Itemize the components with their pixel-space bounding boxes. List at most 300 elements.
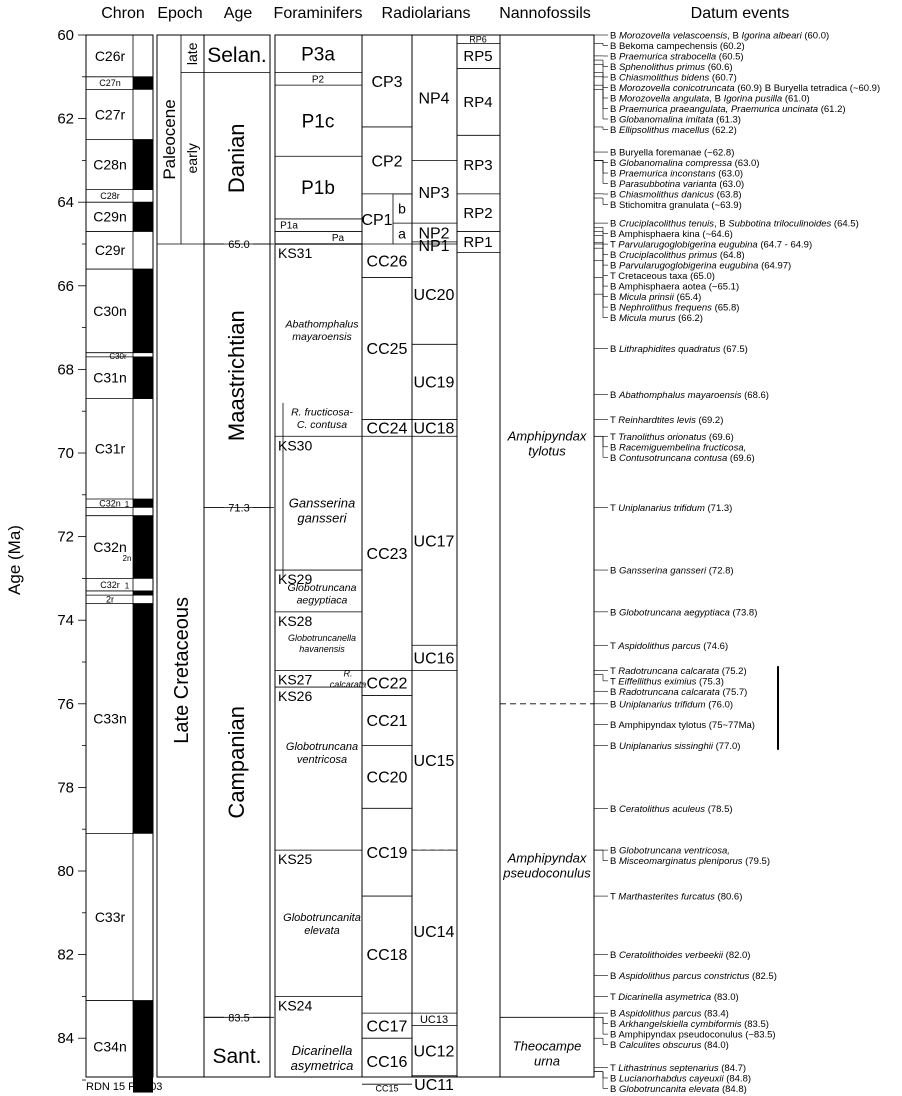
datum-event-part: B (610, 51, 619, 63)
chron-column (86, 35, 153, 1093)
datum-event-label (610, 856, 770, 867)
datum-event-part: Igorina albeari (741, 30, 802, 42)
polarity-block (133, 269, 153, 353)
datum-event-part: B (610, 30, 619, 42)
datum-event-part: (63.0) (716, 179, 745, 191)
datum-event-part: (75.2) (719, 665, 747, 677)
datum-event-part: Morozovella velascoensis (618, 30, 728, 42)
radiolarian-zone-name: Theocampe (512, 1038, 582, 1054)
datum-event-part: Globotruncana aegyptiaca (618, 607, 730, 619)
y-tick-label: 82 (57, 946, 74, 964)
polarity-block (133, 591, 153, 595)
datum-event-part: B (610, 1073, 619, 1085)
nanno-zone-label: NP3 (418, 184, 450, 202)
stage-column (204, 35, 270, 1077)
radiolarian-zone-name: Amphipyndax (507, 850, 587, 866)
epoch-frame (157, 35, 204, 1077)
y-tick-label: 70 (57, 445, 74, 462)
datum-event-part: (62.2) (709, 125, 737, 136)
datum-event-label (610, 607, 757, 618)
polarity-block (133, 77, 153, 90)
datum-event-label (610, 148, 734, 159)
datum-event-part: Praemurica praeangulata, Praemurica uncinata (618, 104, 819, 115)
datum-event-part: B (610, 93, 619, 105)
polarity-block (133, 140, 153, 190)
chron-label: C27n (99, 78, 121, 89)
nanno-subzone-label: b (398, 200, 406, 217)
datum-event-part: , B (709, 93, 724, 105)
datum-event-part: Marthasterites furcatus (618, 891, 715, 903)
nanno-zone-label: NP1 (418, 238, 450, 256)
age-mark-label: 71.3 (228, 502, 250, 515)
datum-event-label (610, 950, 750, 961)
chron-label: C28r (100, 191, 120, 202)
nanno-zone-label: UC15 (413, 752, 455, 770)
radiolarian-zone-label: RP1 (463, 234, 493, 252)
datum-event-part: B (610, 344, 619, 355)
datum-event-part: B (610, 442, 619, 454)
datum-event-part: B (610, 856, 619, 868)
datum-event-part: (75.7) (719, 686, 748, 698)
datum-event-label (610, 566, 734, 577)
datum-event-label (610, 432, 734, 443)
epoch-paleocene: Paleocene (160, 99, 179, 180)
y-tick-label: 76 (57, 695, 74, 713)
chron-label: C27r (94, 106, 126, 123)
foram-zone-code: KS28 (278, 612, 313, 629)
datum-event-part: (80.6) (714, 891, 743, 903)
datum-event-label (610, 292, 701, 303)
datum-event-part: (71.3) (704, 502, 733, 514)
datum-event-part: B (610, 179, 619, 191)
foram-zone-name: Dicarinella (291, 1042, 353, 1058)
datum-event-label (610, 62, 733, 73)
chron-label: C32n (99, 498, 121, 509)
y-axis-label: Age (Ma) (5, 525, 24, 595)
nanno-zone-label: UC12 (413, 1043, 455, 1061)
foraminifer-column (275, 35, 366, 1077)
datum-event-label (610, 453, 755, 464)
datum-event-part: Reinhardtites levis (618, 415, 696, 427)
polarity-block (133, 202, 153, 231)
nanno-zone-label: NP2 (418, 225, 450, 243)
header-nannofossils: Nannofossils (499, 5, 591, 22)
datum-event-part: T (610, 991, 619, 1003)
datum-event-label (610, 666, 747, 677)
datum-event-label (610, 1040, 729, 1051)
foram-zone-code: KS26 (278, 688, 313, 705)
datum-event-part: (72.8) (706, 565, 734, 577)
datum-event-part: B (610, 699, 619, 711)
foram-zone-name: Globotruncanita (283, 912, 361, 925)
datum-event-label (610, 125, 737, 136)
foram-zone-name: calcarata (329, 679, 367, 690)
datum-event-part: Uniplanarius trifidum (618, 502, 705, 514)
radiolarian-zone-label: RP3 (463, 156, 493, 174)
datum-event-part: (60.5) (716, 51, 744, 63)
datum-event-part: B (610, 1040, 619, 1052)
nanno-zone-label: CC21 (366, 713, 408, 731)
nanno-zone-label: UC18 (413, 420, 455, 438)
chron-label: C30n (93, 302, 127, 319)
datum-event-label (610, 52, 744, 63)
datum-event-part: B (610, 607, 619, 619)
datum-event-part: (79.5) (742, 856, 771, 868)
datum-event-label (610, 804, 733, 815)
nanno-zone-label: UC11 (414, 1076, 454, 1094)
datum-event-part: Sphenolithus primus (618, 62, 706, 73)
datum-event-part: T (610, 502, 619, 514)
datum-event-part: (84.8) (723, 1073, 752, 1085)
y-axis-ticks (57, 27, 86, 1080)
datum-event-part: (77.0) (712, 741, 741, 753)
datum-event-part: T (610, 239, 619, 251)
datum-event-part: B (610, 1083, 619, 1095)
datum-event-part: (69.6) (706, 431, 734, 443)
foram-zone-label: P1b (301, 178, 335, 200)
datum-event-part: B (610, 971, 619, 982)
datum-event-part: (63.8) (714, 189, 742, 201)
radiolarian-zone-label: RP5 (463, 48, 493, 66)
nanno-zone-label: CC20 (366, 769, 408, 787)
chron-label: 2r (105, 594, 115, 605)
header-datum-events: Datum events (690, 5, 790, 22)
radiolarian-zone-name: pseudoconulus (503, 865, 591, 881)
chron-label: C31r (94, 440, 126, 457)
nanno-zone-label: CC22 (366, 675, 408, 693)
nanno-zone-label: CC16 (366, 1053, 408, 1071)
y-tick-label: 78 (57, 779, 74, 797)
foram-zone-label: P1a (280, 220, 298, 232)
datum-event-part: (66.2) (675, 313, 703, 325)
datum-event-part: B (610, 168, 619, 180)
datum-event-part: T (610, 1062, 619, 1074)
datum-event-part: (83.5) (741, 1019, 769, 1031)
datum-event-label (610, 1063, 746, 1074)
header-age: Age (223, 5, 253, 22)
datum-event-label (610, 73, 737, 84)
datum-event-label (610, 282, 739, 293)
datum-event-part: B (610, 950, 619, 962)
datum-event-label (610, 271, 715, 282)
datum-event-part: Ceratolithus aculeus (618, 803, 706, 815)
datum-event-part: B (610, 250, 619, 262)
datum-event-part: B (610, 72, 619, 84)
datum-event-label (610, 94, 810, 105)
datum-event-part: Aspidolithus parcus constrictus (618, 971, 750, 982)
nanno-zone-label: CC15 (375, 1083, 399, 1094)
datum-event-part: Racemiguembelina fructicosa, (618, 442, 747, 454)
nanno-zone-label: NP4 (418, 90, 450, 108)
datum-event-part: Lithastrinus septenarius (618, 1062, 719, 1074)
datum-event-label (610, 1084, 747, 1095)
datum-event-part: Ellipsolithus macellus (618, 125, 710, 136)
header-radiolarians: Radiolarians (381, 5, 471, 22)
datum-event-part: Arkhangelskiella cymbiformis (618, 1019, 742, 1031)
foram-zone-code: KS29 (278, 571, 313, 588)
datum-event-part: (82.5) (749, 971, 777, 982)
datum-event-part: (64.5) (831, 218, 859, 230)
datum-event-part: Parvularugoglobigerina eugubina (618, 260, 759, 272)
datum-event-part: (60.6) (705, 62, 733, 73)
datum-event-label (610, 169, 743, 180)
datum-event-label (610, 992, 739, 1003)
datum-event-part: Praemurica inconstans (618, 168, 716, 180)
datum-event-label (610, 1009, 729, 1020)
foram-zone-name: Globotruncana (287, 581, 357, 594)
foram-zone-name: mayaroensis (292, 331, 352, 344)
datum-event-label (610, 846, 730, 857)
chron-label: C32n (93, 538, 127, 555)
datum-event-part: (69.2) (695, 415, 724, 427)
chron-sub-label: 1 (124, 581, 130, 591)
radiolarian-frame (457, 35, 500, 1077)
stage-label: Maastrichtian (224, 310, 249, 442)
datum-event-part: Subbotina triloculinoides (728, 218, 832, 230)
nanno-zone-label: UC14 (413, 924, 455, 942)
chron-label: C26r (94, 47, 126, 64)
datum-event-part: Globotruncana ventricosa, (618, 845, 730, 857)
datum-event-label (610, 390, 769, 401)
datum-event-part: Radotruncana calcarata (618, 665, 720, 677)
datum-event-part: B (610, 452, 619, 464)
foram-zone-code: KS30 (278, 437, 313, 454)
foram-zone-label: P3a (301, 44, 335, 66)
polarity-block (133, 357, 153, 399)
foram-zone-name: elevata (304, 925, 340, 938)
datum-event-part: (82.0) (723, 950, 751, 962)
datum-event-part: (60.7) (709, 72, 737, 84)
y-tick-label: 62 (57, 110, 74, 128)
foram-zone-label: P2 (311, 74, 325, 86)
datum-event-part: , B (727, 30, 742, 42)
datum-event-label (610, 41, 745, 52)
datum-event-label (610, 303, 739, 314)
nanno-zone-label: CC19 (366, 844, 408, 862)
datum-event-part: B Amphipyndax tylotus (75~77Ma) (610, 720, 755, 732)
datum-event-part: Morozovella conicotruncata (618, 83, 735, 94)
datum-event-part: Nephrolithus frequens (618, 302, 712, 314)
epoch-early: early (184, 143, 200, 174)
datum-event-label (610, 676, 724, 687)
stage-label: Campanian (224, 706, 249, 819)
datum-event-label (610, 741, 740, 752)
datum-event-part: B (610, 104, 619, 115)
datum-event-label (610, 344, 748, 355)
datum-event-label (610, 240, 812, 251)
radiolarian-column (457, 34, 594, 1077)
datum-event-part: (84.7) (718, 1062, 747, 1074)
datum-event-label (610, 687, 747, 698)
datum-event-part: B Buryella foremanae (~62.8) (610, 147, 735, 159)
foram-zone-name: aegyptiaca (296, 594, 348, 607)
nanno-zone-label: CP3 (371, 73, 403, 91)
datum-event-label (610, 190, 742, 201)
datum-event-part: Ceratolithoides verbeekii (618, 950, 724, 962)
datum-event-part: Globanomalina compressa (618, 158, 732, 170)
datum-event-part: (61.3) (713, 114, 741, 126)
nanno-zone-label: UC17 (413, 533, 455, 551)
datum-event-label (610, 179, 744, 190)
radiolarian-zone-name: urna (533, 1053, 561, 1069)
datum-event-part: T (610, 676, 619, 688)
datum-event-part: (64.97) (758, 260, 792, 272)
datum-event-part: Contusotruncana contusa (618, 452, 728, 464)
datum-event-part: Micula prinsii (618, 292, 674, 304)
chron-label: C30r (109, 351, 127, 361)
datum-event-label (610, 261, 791, 272)
y-tick-label: 72 (57, 528, 74, 546)
foram-zone-label: P1c (301, 111, 335, 133)
chron-label: C34n (93, 1038, 127, 1055)
stage-label: Danian (224, 123, 249, 194)
datum-event-label (610, 158, 759, 169)
y-tick-label: 68 (57, 361, 74, 379)
datum-event-part: (60.0) (801, 30, 830, 42)
datum-event-label (610, 83, 880, 94)
y-tick-label: 80 (57, 863, 74, 880)
datum-event-part: Cruciplacolithus tenuis (618, 218, 715, 230)
datum-event-label (610, 442, 746, 453)
foram-zone-name: R. (343, 668, 353, 679)
datum-event-part: (75.3) (696, 676, 724, 688)
datum-event-label (610, 250, 745, 261)
polarity-block (133, 499, 153, 507)
datum-event-part: B Amphipyndax pseudoconulus (~83.5) (610, 1029, 776, 1041)
polarity-block (133, 603, 153, 833)
datum-event-part: Eiffellithus eximius (618, 676, 697, 688)
datum-event-part: B (610, 125, 619, 136)
datum-event-part: Parasubbotina varianta (618, 179, 717, 191)
datum-event-label (610, 971, 777, 982)
datum-event-part: B (610, 83, 619, 94)
foram-zone-name: asymetrica (290, 1057, 354, 1073)
datum-event-part: Cruciplacolithus primus (618, 250, 718, 262)
datum-event-part: (76.0) (705, 699, 734, 711)
datum-event-part: (84.0) (701, 1040, 729, 1052)
datum-event-part: B (610, 62, 619, 73)
datum-event-label (610, 1030, 776, 1041)
polarity-block (133, 1001, 153, 1093)
header-epoch: Epoch (157, 5, 203, 22)
datum-event-part: (64.8) (717, 250, 745, 262)
datum-event-part: B (610, 1019, 619, 1031)
datum-event-part: B (610, 313, 619, 325)
datum-event-part: T (610, 415, 619, 427)
datum-event-label (610, 699, 733, 710)
datum-event-part: Uniplanarius sissinghii (618, 741, 713, 753)
nanno-zone-label: UC16 (413, 650, 455, 668)
age-mark-label: 65.0 (228, 239, 250, 251)
y-tick-label: 74 (57, 612, 74, 630)
y-tick-label: 84 (57, 1030, 74, 1048)
datum-event-part: T (610, 431, 619, 443)
datum-event-part: (63.0) (715, 168, 744, 180)
datum-event-part: Praemurica strabocella (618, 51, 717, 63)
datum-event-part: Tranolithus orionatus (618, 431, 707, 443)
chron-label: C29n (93, 208, 127, 225)
foram-zone-code: KS31 (278, 245, 313, 261)
datum-event-part: B Stichomitra granulata (~63.9) (610, 200, 742, 212)
datum-event-part: B (610, 565, 619, 577)
datum-event-part: Morozovella angulata (618, 93, 710, 105)
datum-event-part: B (610, 260, 619, 272)
nanno-zone-label: CP2 (371, 153, 403, 171)
chron-label: C33r (94, 908, 126, 925)
nanno-zone-label: CC18 (366, 947, 408, 965)
datum-events-column (594, 31, 880, 1095)
nannofossil-zone-columns (361, 35, 457, 1094)
y-tick-label: 60 (57, 27, 74, 44)
foram-zone-name: gansseri (297, 510, 347, 526)
nanno-zone-label: CC26 (366, 253, 408, 271)
chron-sub-label: 2n (122, 554, 132, 564)
nanno-zone-label: CC23 (366, 545, 408, 563)
datum-event-part: (61.0) (782, 93, 810, 105)
chron-label: C28n (93, 156, 127, 173)
datum-event-part: Aspidolithus parcus (618, 640, 701, 652)
datum-event-part: (83.4) (701, 1008, 729, 1020)
datum-event-part: B Bekoma campechensis (60.2) (610, 41, 745, 52)
datum-event-label (610, 1073, 751, 1084)
chron-label: C31n (93, 369, 127, 386)
credit-text: RDN 15 Feb 03 (86, 1081, 163, 1093)
datum-event-part: Chiasmolithus bidens (618, 72, 710, 84)
radiolarian-zone-name: Amphipyndax (507, 428, 587, 444)
datum-event-part: (78.5) (705, 803, 733, 815)
datum-event-part: (73.8) (729, 607, 758, 619)
header-foraminifers: Foraminifers (273, 5, 363, 22)
datum-event-part: B (610, 741, 619, 753)
foram-zone-name: Abathomphalus (285, 318, 359, 331)
foram-zone-name: Globotruncanella (287, 633, 357, 644)
datum-event-part: Calculites obscurus (618, 1040, 702, 1052)
datum-event-part: Lucianorhabdus cayeuxii (618, 1073, 724, 1085)
foram-zone-name: C. contusa (296, 418, 348, 431)
datum-event-part: (83.0) (711, 991, 739, 1003)
datum-event-label (610, 503, 732, 514)
foram-zone-code: KS25 (278, 851, 313, 868)
datum-event-part: Dicarinella asymetrica (618, 991, 712, 1003)
nanno-zone-label: UC13 (419, 1014, 449, 1027)
datum-event-label (610, 720, 755, 731)
datum-event-part: B (610, 686, 619, 698)
datum-event-part: Igorina pusilla (723, 93, 783, 105)
radiolarian-zone-name: tylotus (528, 443, 566, 459)
datum-event-part: Chiasmolithus danicus (618, 189, 715, 201)
datum-event-part: B (610, 1008, 619, 1020)
nanno-zone-label: UC19 (413, 374, 455, 392)
foram-zone-name: havanensis (299, 644, 345, 655)
nanno-zone-label: CC25 (366, 341, 408, 359)
datum-event-part: B Amphisphaera kina (~64.6) (610, 229, 733, 241)
datum-event-label (610, 313, 703, 324)
datum-event-part: (63.0) (732, 158, 760, 170)
datum-event-part: Globotruncanita elevata (618, 1083, 720, 1095)
foram-zone-code: KS27 (278, 671, 313, 688)
radiolarian-zone-label: RP4 (463, 94, 493, 112)
datum-event-label (610, 641, 728, 652)
datum-event-part: B (610, 845, 619, 857)
datum-event-label (610, 415, 723, 426)
datum-event-part: , B (714, 218, 729, 230)
datum-event-part: Aspidolithus parcus (618, 1008, 702, 1020)
datum-event-part: Uniplanarius trifidum (618, 699, 706, 711)
datum-event-part: B (610, 389, 619, 401)
nanno-zone-label: CC17 (366, 1018, 408, 1036)
datum-event-label (610, 892, 742, 903)
datum-event-label (610, 115, 741, 126)
